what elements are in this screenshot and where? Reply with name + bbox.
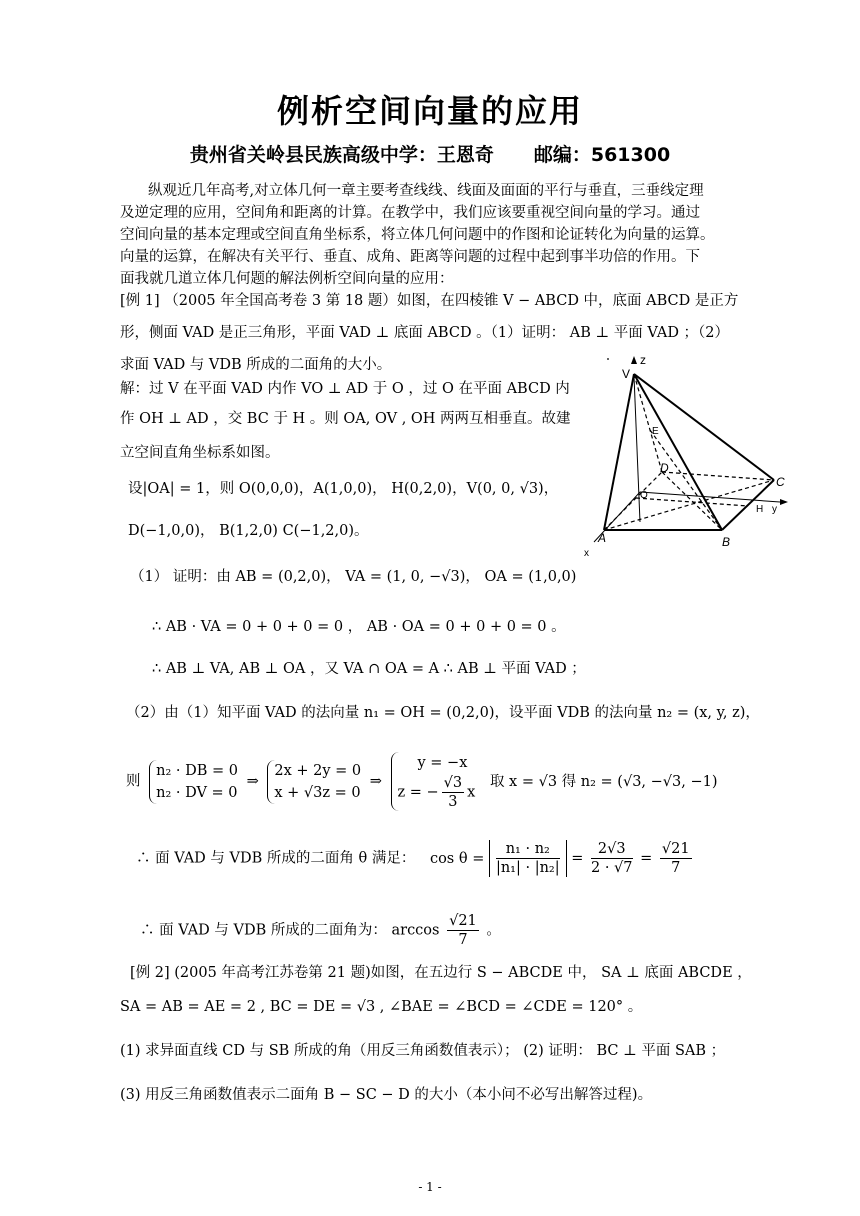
implies-2: ⇒ [369, 773, 382, 790]
ex1-solution-1: 解：过 V 在平面 VAD 内作 VO ⊥ AD 于 O ，过 O 在平面 ABCD 内 [120, 381, 570, 397]
ex1-solution-3: 立空间直角坐标系如图。 [120, 445, 280, 461]
label-C: C [776, 475, 785, 489]
intro-line-3: 空间向量的基本定理或空间直角坐标系，将立体几何问题中的作图和论证转化为向量的运算。 [120, 227, 715, 243]
label-y: y [772, 504, 777, 515]
ex2-line-1: [例 2] (2005 年高考江苏卷第 21 题)如图，在五边行 S − ABCDE 中， SA ⊥ 底面 ABCDE ， [130, 965, 752, 981]
ex1-proof-3: ∴ AB ⊥ VA, AB ⊥ OA ，又 VA ∩ OA = A ∴ AB ⊥ 平面 VAD ； [152, 661, 586, 677]
intro-line-5: 面我就几道立体几何题的解法例析空间向量的应用： [120, 271, 454, 287]
system-b-eq2: x + √3z = 0 [274, 784, 361, 801]
label-E: E [652, 426, 659, 437]
intro-line-4: 向量的运算，在解决有关平行、垂直、成角、距离等问题的过程中起到事半功倍的作用。下 [120, 249, 700, 265]
intro-line-1: 纵观近几年高考,对立体几何一章主要考查线线、线面及面面的平行与垂直，三垂线定理 [148, 183, 704, 199]
cos-abs: $\frac{\text{n₁ · n₂}}{\text{|n₁| · |n₂|}}$ [489, 840, 567, 877]
system-a-eq2: n₂ · DV = 0 [156, 784, 238, 801]
then-label: 则 [126, 773, 141, 790]
label-x: x [584, 548, 589, 559]
label-D: D [660, 461, 669, 475]
system-b [267, 760, 361, 804]
label-H: H [756, 504, 764, 515]
label-A: A [598, 531, 607, 545]
label-O: O [640, 490, 648, 501]
take-x: 取 x = √3 得 n₂ = (√3, −√3, −1) [489, 773, 718, 790]
implies-1: ⇒ [246, 773, 259, 790]
system-a [149, 760, 238, 804]
ex1-answer: ∴ 面 VAD 与 VDB 所成的二面角为： arccos $\frac{√21}{7}$ 。 [140, 913, 501, 948]
document-title: 例析空间向量的应用 [276, 92, 583, 130]
label-B: B [722, 535, 731, 549]
ex1-line-1: [例 1] （2005 年全国高考卷 3 第 18 题）如图，在四棱锥 V − ABCD 中，底面 ABCD 是正方 [120, 293, 739, 309]
ex1-line-2: 形，侧面 VAD 是正三角形，平面 VAD ⊥ 底面 ABCD 。（1）证明： AB ⊥ 平面 VAD ；（2） [120, 325, 730, 341]
cos-frac-3: $\frac{√21}{7}$ [661, 841, 690, 876]
intro-line-2: 及逆定理的应用，空间角和距离的计算。在教学中，我们应该要重视空间向量的学习。通过 [120, 205, 700, 221]
system-c-eq2: z = − $\frac{√3}{3}$ x [397, 775, 476, 810]
system-c-eq1: y = −x [417, 755, 468, 771]
ex1-coords-1: 设|OA| = 1，则 O(0,0,0)，A(1,0,0)， H(0,2,0)，V(0, 0, √3)， [128, 481, 559, 497]
author-school: 贵州省关岭县民族高级中学：王恩奇 [189, 144, 494, 166]
author-line [0, 140, 860, 167]
ex1-system [126, 752, 718, 811]
cos-frac-2: $\frac{2√3}{2 \cdot √7}$ [591, 841, 633, 876]
ex1-coords-2: D(−1,0,0)， B(1,2,0) C(−1,2,0)。 [128, 523, 369, 539]
ex2-question-1-2: (1) 求异面直线 CD 与 SB 所成的角（用反三角函数值表示）； (2) 证明： BC ⊥ 平面 SAB ； [120, 1043, 726, 1059]
cos-expr: cos θ = [429, 850, 485, 867]
label-z: z [640, 353, 646, 367]
pyramid-figure [580, 352, 795, 562]
system-a-eq1: n₂ · DB = 0 [156, 762, 238, 779]
postcode: 邮编：561300 [533, 144, 671, 166]
ex1-solution-2: 作 OH ⊥ AD ，交 BC 于 H 。则 OA, OV , OH 两两互相垂直。故建 [120, 411, 571, 427]
ex1-line-3: 求面 VAD 与 VDB 所成的二面角的大小。 [120, 357, 392, 373]
system-c [391, 752, 476, 811]
ex1-part2: （2）由（1）知平面 VAD 的法向量 n₁ = OH = (0,2,0)，设平面 VDB 的法向量 n₂ = (x, y, z)， [126, 705, 760, 721]
label-V: V [622, 367, 631, 381]
ex1-proof-1: （1） 证明：由 AB = (0,2,0)， VA = (1, 0, −√3)， OA = (1,0,0) [130, 569, 577, 585]
ex1-cos-line: ∴ 面 VAD 与 VDB 所成的二面角 θ 满足： cos θ = $\frac{\text{n₁ · n₂}}{\text{|n₁| · |n₂|}}$ = $\frac{2√3}{2 \cdot √7}$ = $\frac{√21}{7}$ [136, 841, 690, 876]
ex2-line-2: SA = AB = AE = 2 , BC = DE = √3 , ∠BAE = ∠BCD = ∠CDE = 120° 。 [120, 999, 643, 1015]
system-b-eq1: 2x + 2y = 0 [274, 762, 362, 779]
page-number: - 1 - [418, 1180, 442, 1194]
ex2-question-3: (3) 用反三角函数值表示二面角 B − SC − D 的大小（本小问不必写出解答过程)。 [120, 1087, 653, 1103]
cos-lead: ∴ 面 VAD 与 VDB 所成的二面角 θ 满足： [136, 850, 416, 867]
ex1-proof-2: ∴ AB · VA = 0 + 0 + 0 = 0 ， AB · OA = 0 + 0 + 0 = 0 。 [152, 619, 566, 635]
